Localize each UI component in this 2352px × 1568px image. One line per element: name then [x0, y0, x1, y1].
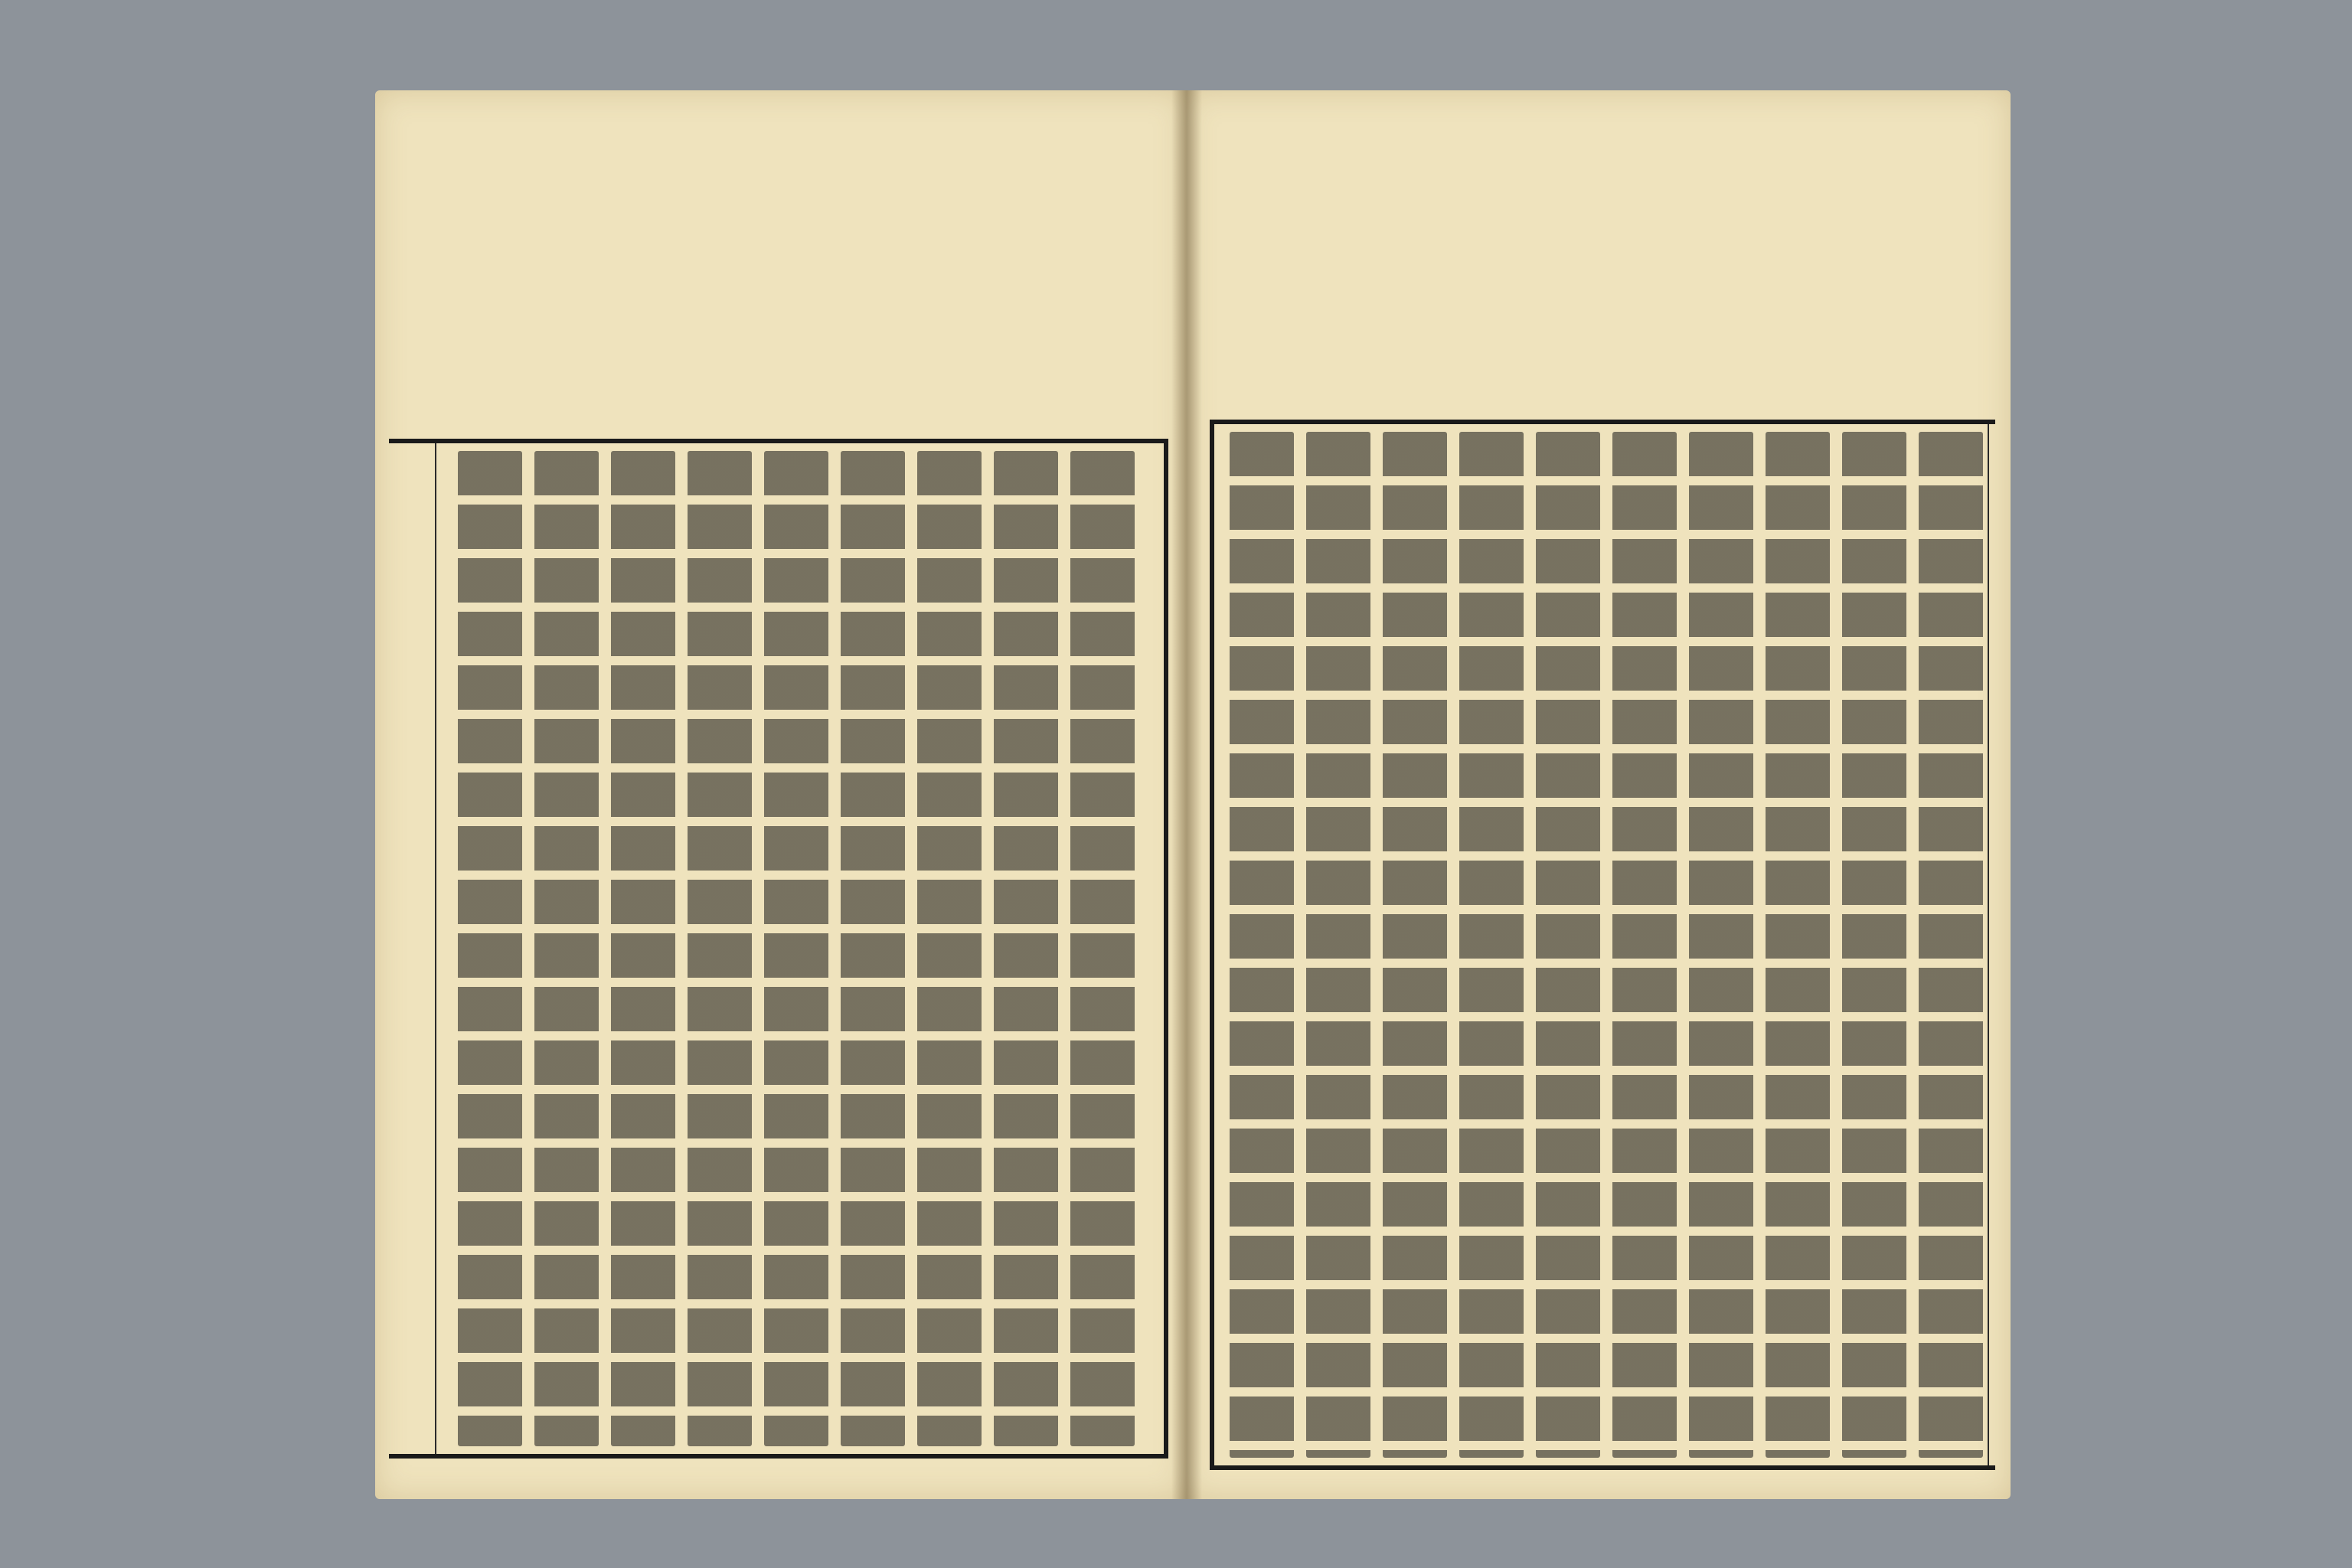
left-page — [375, 90, 1185, 1499]
text-column — [1536, 432, 1600, 1458]
text-column — [534, 451, 599, 1446]
margin-rule — [435, 443, 436, 1454]
text-column — [1766, 432, 1830, 1458]
text-column — [1070, 451, 1135, 1446]
text-column — [1459, 432, 1524, 1458]
text-column — [841, 451, 905, 1446]
text-column — [688, 451, 752, 1446]
text-column — [994, 451, 1058, 1446]
text-column — [1306, 432, 1370, 1458]
text-column — [611, 451, 675, 1446]
text-column — [1383, 432, 1447, 1458]
book-gutter — [1171, 90, 1202, 1499]
margin-rule — [1988, 424, 1989, 1465]
right-page-text-frame — [1210, 420, 1995, 1470]
text-column — [764, 451, 828, 1446]
open-book — [375, 90, 2011, 1499]
text-column — [1689, 432, 1753, 1458]
text-column — [1612, 432, 1677, 1458]
left-page-text-frame — [389, 439, 1168, 1459]
text-column — [917, 451, 982, 1446]
text-column — [1230, 432, 1294, 1458]
text-column — [1919, 432, 1983, 1458]
text-column — [458, 451, 522, 1446]
text-column — [1842, 432, 1906, 1458]
